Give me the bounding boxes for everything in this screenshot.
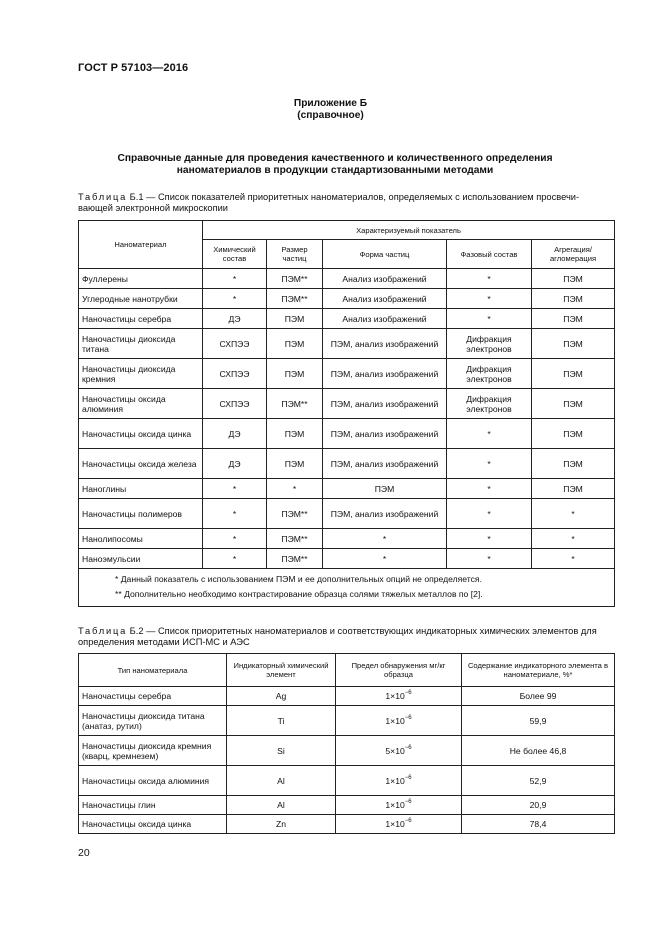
annex-label: Приложение Б	[293, 98, 368, 109]
indicator-cell: СХПЭЭ	[203, 329, 267, 359]
element-content-cell: 20,9	[462, 796, 615, 815]
nanomaterial-cell: Наночастицы оксида цинка	[79, 419, 203, 449]
table2-caption-prefix: Таблица	[78, 626, 128, 636]
detection-limit-cell	[336, 796, 462, 815]
table-row	[79, 479, 615, 499]
indicator-cell: *	[267, 479, 323, 499]
table-row	[79, 289, 615, 309]
indicator-cell: *	[203, 289, 267, 309]
indicator-cell: ПЭМ	[267, 309, 323, 329]
indicator-cell: ПЭМ**	[267, 529, 323, 549]
nanomaterial-cell: Наночастицы диоксида кремния	[79, 359, 203, 389]
indicator-cell: *	[447, 449, 532, 479]
indicator-cell: Дифракция электронов	[447, 389, 532, 419]
nanomaterial-type-cell: Наночастицы глин	[79, 796, 227, 815]
section-title	[70, 153, 600, 177]
nanomaterial-cell: Нанолипосомы	[79, 529, 203, 549]
detection-limit-base: 1×10	[385, 691, 405, 701]
nanomaterial-cell: Наноглины	[79, 479, 203, 499]
indicator-cell: *	[447, 289, 532, 309]
table2-body	[79, 687, 615, 834]
indicator-element-cell: Ag	[227, 687, 336, 706]
table-row	[79, 389, 615, 419]
detection-limit-base: 5×10	[385, 745, 405, 756]
indicator-cell: *	[203, 499, 267, 529]
section-title-line2: наноматериалов в продукции стандартизованными методами	[176, 165, 494, 176]
indicator-cell: ПЭМ	[532, 309, 615, 329]
table1-caption-text: Б.1 — Список показателей приоритетных наноматериалов, определяемых с использованием просвечи-вающей электронной микроскопии	[78, 192, 580, 213]
table-row	[79, 329, 615, 359]
page-number: 20	[78, 847, 90, 859]
annex-heading	[0, 98, 661, 122]
detection-limit-exponent: −6	[404, 799, 412, 806]
table1-footnote: ** Дополнительно необходимо контрастирование образца солями тяжелых металлов по [2].	[115, 589, 483, 599]
table2-column-header: Предел обнаружения мг/кг образца	[336, 654, 462, 687]
indicator-cell: СХПЭЭ	[203, 359, 267, 389]
indicator-cell: ПЭМ	[532, 329, 615, 359]
detection-limit-exponent: −6	[404, 690, 412, 697]
detection-limit-exponent: −6	[404, 714, 412, 721]
table-row	[79, 687, 615, 706]
table2-column-header: Содержание индикаторного элемента в наноматериале, %*	[462, 654, 615, 687]
table-row	[79, 449, 615, 479]
indicator-cell: *	[532, 499, 615, 529]
indicator-cell: ПЭМ, анализ изображений	[323, 499, 447, 529]
indicator-cell: *	[447, 309, 532, 329]
indicator-cell: *	[532, 529, 615, 549]
indicator-cell: ПЭМ**	[267, 389, 323, 419]
table-row	[79, 796, 615, 815]
detection-limit-base: 1×10	[385, 800, 405, 810]
indicator-cell: *	[323, 529, 447, 549]
section-title-line1: Справочные данные для проведения качественного и количественного определения	[117, 153, 553, 164]
indicator-cell: ДЭ	[203, 449, 267, 479]
table2-caption-text: Б.2 — Список приоритетных наноматериалов и соответствующих индикаторных химических элементов для определения методами ИСП-МС и АЭС	[78, 626, 597, 647]
table-row	[79, 549, 615, 569]
indicator-cell: ПЭМ	[532, 479, 615, 499]
table-row	[79, 419, 615, 449]
element-content-cell: Не более 46,8	[462, 736, 615, 766]
detection-limit-cell	[336, 706, 462, 736]
indicator-cell: ПЭМ	[532, 449, 615, 479]
element-content-cell: 59,9	[462, 706, 615, 736]
indicator-cell: Анализ изображений	[323, 289, 447, 309]
table1-column-header: Химический состав	[203, 240, 267, 269]
element-content-cell: Более 99	[462, 687, 615, 706]
indicator-cell: *	[447, 419, 532, 449]
indicator-cell: ПЭМ	[267, 359, 323, 389]
indicator-cell: *	[203, 529, 267, 549]
table2-caption	[78, 626, 613, 648]
indicator-cell: ПЭМ, анализ изображений	[323, 449, 447, 479]
indicator-cell: *	[203, 269, 267, 289]
document-code: ГОСТ Р 57103—2016	[78, 62, 189, 74]
table1-footnotes	[79, 569, 615, 607]
detection-limit-exponent: −6	[404, 744, 412, 751]
indicator-cell: *	[447, 549, 532, 569]
element-content-cell: 52,9	[462, 766, 615, 796]
nanomaterial-cell: Наночастицы серебра	[79, 309, 203, 329]
table-row	[79, 269, 615, 289]
nanomaterial-cell: Фуллерены	[79, 269, 203, 289]
indicator-cell: СХПЭЭ	[203, 389, 267, 419]
indicator-cell: ПЭМ	[532, 289, 615, 309]
nanomaterial-cell: Наночастицы диоксида титана	[79, 329, 203, 359]
indicator-element-cell: Zn	[227, 815, 336, 834]
nanomaterial-cell: Наноэмульсии	[79, 549, 203, 569]
indicator-cell: ПЭМ	[532, 389, 615, 419]
indicator-cell: *	[447, 529, 532, 549]
nanomaterial-cell: Наночастицы оксида алюминия	[79, 389, 203, 419]
nanomaterial-type-cell: Наночастицы оксида алюминия	[79, 766, 227, 796]
nanomaterial-type-cell: Наночастицы оксида цинка	[79, 815, 227, 834]
nanomaterial-cell: Наночастицы полимеров	[79, 499, 203, 529]
table-row	[79, 736, 615, 766]
indicator-cell: *	[203, 479, 267, 499]
nanomaterial-type-cell: Наночастицы серебра	[79, 687, 227, 706]
detection-limit-cell	[336, 766, 462, 796]
indicator-cell: *	[447, 499, 532, 529]
table-row	[79, 499, 615, 529]
indicator-element-cell: Si	[227, 736, 336, 766]
table-row	[79, 529, 615, 549]
table1-column-header: Размер частиц	[267, 240, 323, 269]
indicator-cell: ПЭМ**	[267, 499, 323, 529]
indicator-cell: *	[532, 549, 615, 569]
detection-limit-cell	[336, 736, 462, 766]
table1-column-header: Агрегация/ агломерация	[532, 240, 615, 269]
detection-limit-base: 1×10	[385, 775, 405, 786]
nanomaterial-type-cell: Наночастицы диоксида кремния (кварц, кремнезем)	[79, 736, 227, 766]
table1-header-nanomaterial: Наноматериал	[79, 221, 203, 269]
table-row	[79, 359, 615, 389]
table1-header-group: Характеризуемый показатель	[203, 221, 615, 240]
detection-limit-base: 1×10	[385, 819, 405, 829]
indicator-element-cell: Ti	[227, 706, 336, 736]
indicator-cell: Дифракция электронов	[447, 329, 532, 359]
indicator-cell: ДЭ	[203, 419, 267, 449]
indicator-cell: Анализ изображений	[323, 269, 447, 289]
indicator-element-cell: Al	[227, 766, 336, 796]
detection-limit-cell	[336, 815, 462, 834]
detection-limit-exponent: −6	[404, 818, 412, 825]
indicator-cell: ПЭМ, анализ изображений	[323, 419, 447, 449]
table-row	[79, 706, 615, 736]
indicator-cell: *	[447, 269, 532, 289]
indicator-cell: ПЭМ**	[267, 269, 323, 289]
table1-footnote: * Данный показатель с использованием ПЭМ и ее дополнительных опций не определяется.	[115, 574, 482, 584]
indicator-cell: ПЭМ	[267, 419, 323, 449]
indicator-cell: ПЭМ	[267, 329, 323, 359]
table2	[78, 653, 615, 834]
indicator-cell: ПЭМ, анализ изображений	[323, 329, 447, 359]
table1	[78, 220, 615, 607]
table1-caption-prefix: Таблица	[78, 192, 128, 202]
table1-caption	[78, 192, 613, 214]
indicator-cell: ПЭМ	[323, 479, 447, 499]
element-content-cell: 78,4	[462, 815, 615, 834]
indicator-cell: *	[323, 549, 447, 569]
table2-column-header: Тип наноматериала	[79, 654, 227, 687]
table1-body	[79, 269, 615, 569]
annex-type: (справочное)	[297, 110, 364, 121]
table1-column-header: Форма частиц	[323, 240, 447, 269]
table-row	[79, 766, 615, 796]
indicator-cell: ПЭМ**	[267, 549, 323, 569]
table1-column-header: Фазовый состав	[447, 240, 532, 269]
indicator-cell: ПЭМ, анализ изображений	[323, 359, 447, 389]
nanomaterial-cell: Наночастицы оксида железа	[79, 449, 203, 479]
indicator-cell: ПЭМ, анализ изображений	[323, 389, 447, 419]
nanomaterial-cell: Углеродные нанотрубки	[79, 289, 203, 309]
indicator-cell: *	[203, 549, 267, 569]
detection-limit-base: 1×10	[385, 715, 405, 726]
indicator-element-cell: Al	[227, 796, 336, 815]
table-row	[79, 815, 615, 834]
indicator-cell: ПЭМ**	[267, 289, 323, 309]
detection-limit-cell	[336, 687, 462, 706]
table-row	[79, 309, 615, 329]
indicator-cell: Дифракция электронов	[447, 359, 532, 389]
indicator-cell: ПЭМ	[532, 269, 615, 289]
indicator-cell: ПЭМ	[532, 419, 615, 449]
table2-column-header: Индикаторный химический элемент	[227, 654, 336, 687]
detection-limit-exponent: −6	[404, 774, 412, 781]
indicator-cell: ПЭМ	[267, 449, 323, 479]
indicator-cell: Анализ изображений	[323, 309, 447, 329]
indicator-cell: ДЭ	[203, 309, 267, 329]
indicator-cell: *	[447, 479, 532, 499]
nanomaterial-type-cell: Наночастицы диоксида титана (анатаз, рутил)	[79, 706, 227, 736]
indicator-cell: ПЭМ	[532, 359, 615, 389]
